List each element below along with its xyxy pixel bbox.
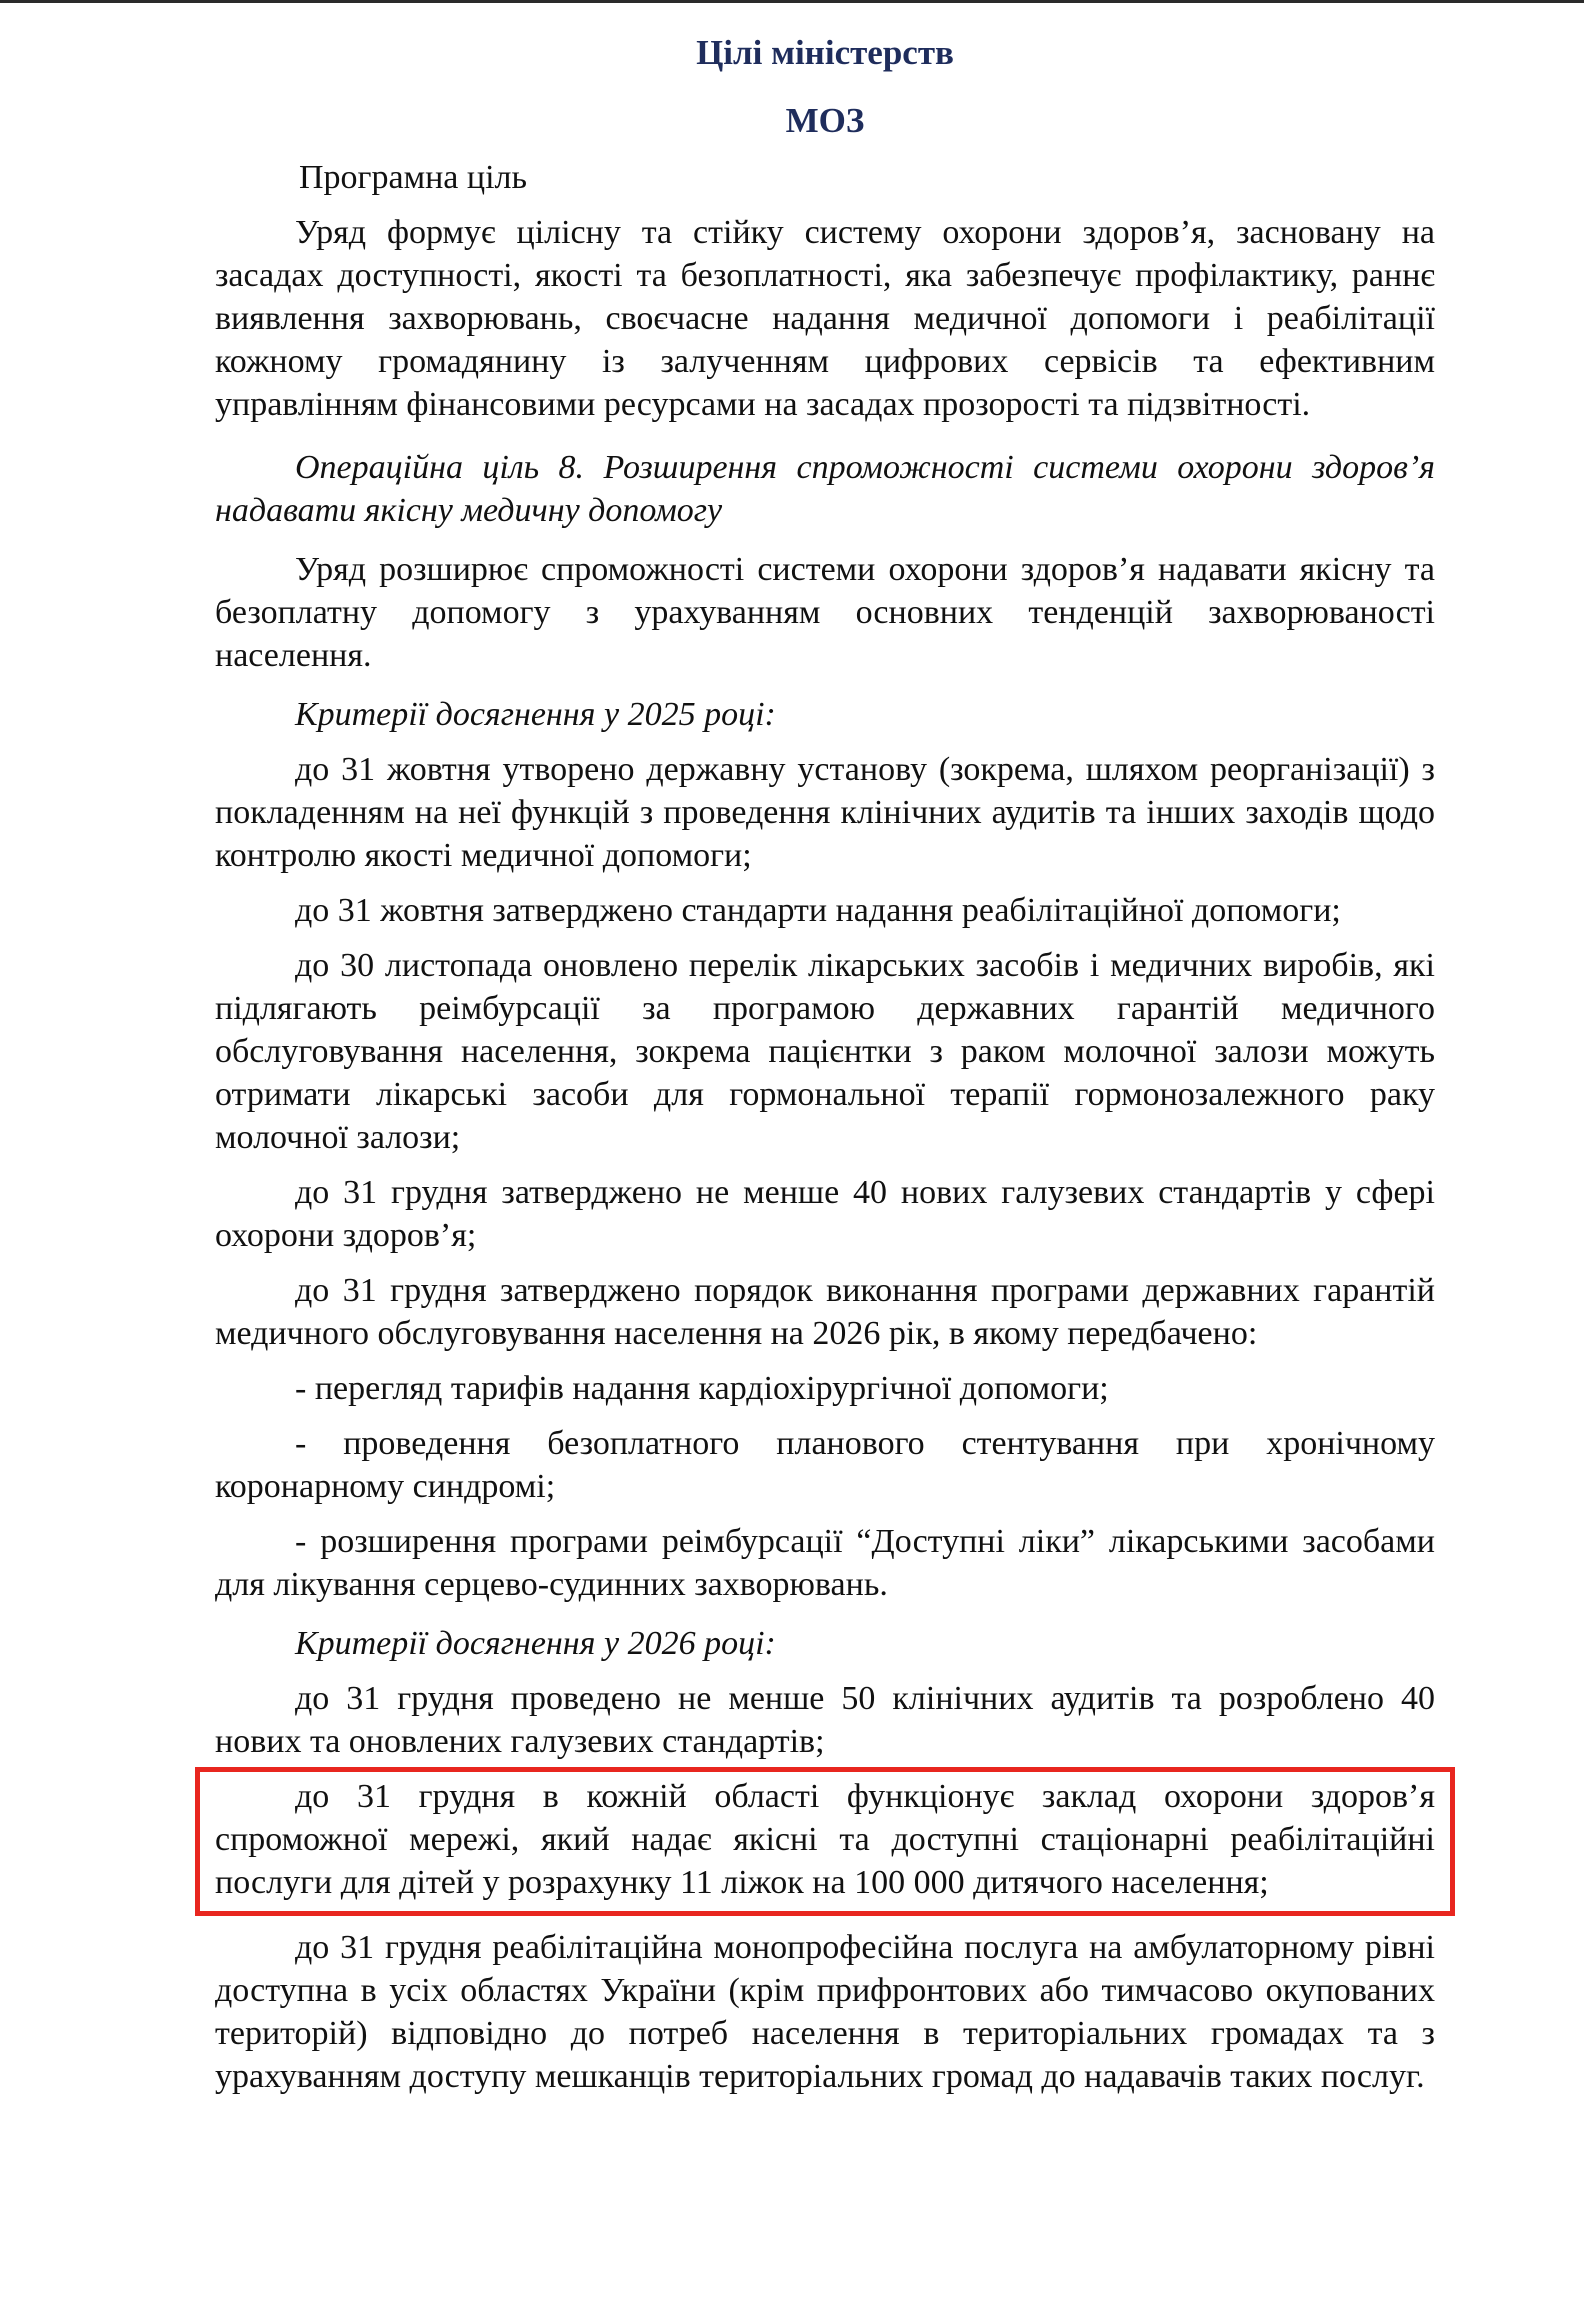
ministry-name: МОЗ — [785, 101, 865, 140]
program-goal-label: Програмна ціль — [299, 159, 528, 196]
highlighted-criterion — [215, 1775, 1435, 1904]
operational-goal-title: Операційна ціль 8. Розширення спроможності системи охорони здоров’я надавати якісну медичну допомогу — [215, 449, 1435, 529]
criteria-2025-subitem: - проведення безоплатного планового стентування при хронічному коронарному синдромі; — [215, 1425, 1435, 1505]
criteria-2026-item: до 31 грудня проведено не менше 50 клінічних аудитів та розроблено 40 нових та оновлених галузевих стандартів; — [215, 1680, 1435, 1760]
criteria-2025-subitem: - розширення програми реімбурсації “Доступні ліки” лікарськими засобами для лікування серцево-судинних захворювань. — [215, 1523, 1435, 1603]
criteria-2025-item: до 31 жовтня затверджено стандарти надання реабілітаційної допомоги; — [295, 892, 1341, 929]
criteria-2025-item: до 31 грудня затверджено порядок виконання програми державних гарантій медичного обслуговування населення на 2026 рік, в якому передбачено: — [215, 1272, 1435, 1352]
top-border — [0, 0, 1584, 3]
criteria-2025-item: до 31 жовтня утворено державну установу (зокрема, шляхом реорганізації) з покладенням на неї функцій з проведення клінічних аудитів та інших заходів щодо контролю якості медичної допомоги; — [215, 751, 1435, 874]
criteria-2025-subitem: - перегляд тарифів надання кардіохірургічної допомоги; — [295, 1370, 1109, 1407]
criteria-2026-item: до 31 грудня реабілітаційна монопрофесійна послуга на амбулаторному рівні доступна в усіх областях України (крім прифронтових або тимчасово окупованих територій) відповідно до потреб населення в територіальних громадах та з урахуванням доступу мешканців територіальних громад до надавачів таких послуг. — [215, 1929, 1435, 2095]
criteria-2026-item: до 31 грудня в кожній області функціонує заклад охорони здоров’я спроможної мережі, який надає якісні та доступні стаціонарні реабілітаційні послуги для дітей у розрахунку 11 ліжок на 100 000 дитячого населення; — [215, 1778, 1435, 1901]
program-goal-text: Уряд формує цілісну та стійку систему охорони здоров’я, засновану на засадах доступності, якості та безоплатності, яка забезпечує профілактику, раннє виявлення захворювань, своєчасне надання медичної допомоги і реабілітації кожному громадянину із залученням цифрових сервісів та ефективним управлінням фінансовими ресурсами на засадах прозорості та підзвітності. — [215, 214, 1435, 423]
criteria-2026-heading: Критерії досягнення у 2026 році: — [295, 1625, 776, 1662]
document-page — [215, 18, 1435, 2098]
criteria-2025-heading: Критерії досягнення у 2025 році: — [295, 696, 776, 733]
criteria-2025-item: до 30 листопада оновлено перелік лікарських засобів і медичних виробів, які підлягають реімбурсації за програмою державних гарантій медичного обслуговування населення, зокрема пацієнтки з раком молочної залози можуть отримати лікарські засоби для гормональної терапії гормонозалежного раку молочної залози; — [215, 947, 1435, 1156]
document-title: Цілі міністерств — [696, 33, 954, 72]
criteria-2025-item: до 31 грудня затверджено не менше 40 нових галузевих стандартів у сфері охорони здоров’я; — [215, 1174, 1435, 1254]
operational-goal-text: Уряд розширює спроможності системи охорони здоров’я надавати якісну та безоплатну допомогу з урахуванням основних тенденцій захворюваності населення. — [215, 551, 1435, 674]
